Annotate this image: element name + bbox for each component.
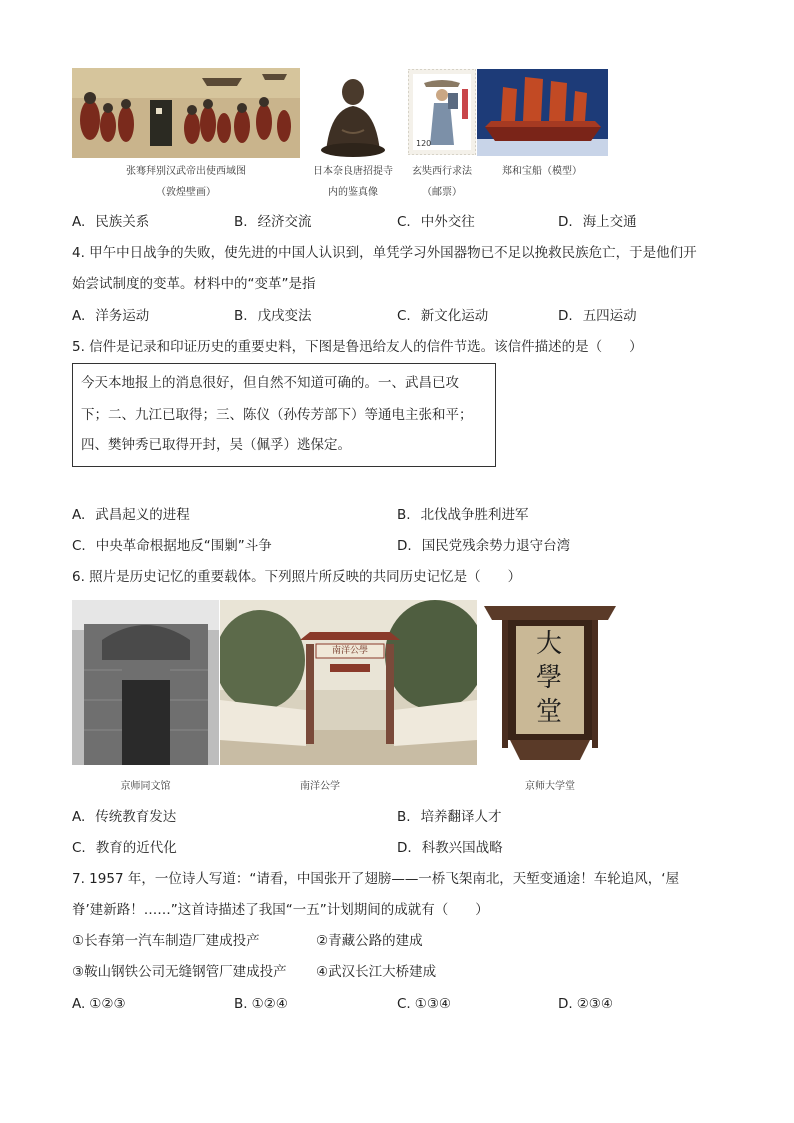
- q4-option-b: [234, 307, 312, 325]
- option-letter: A.: [72, 809, 86, 825]
- q4-option-d: [558, 307, 637, 325]
- q7-option-d: [558, 995, 613, 1013]
- jianzhen-statue-image: [312, 74, 394, 158]
- option-letter: D.: [558, 214, 573, 230]
- q3-caption-2-line2: 内的鉴真像: [328, 187, 378, 198]
- q3-option-a: [72, 213, 149, 231]
- q3-caption-1-line1: 张骞拜别汉武帝出使西域图: [126, 166, 246, 177]
- letter-line-2: 下；二、九江已取得；三、陈仪（孙传芳部下）等通电主张和平；: [81, 407, 473, 423]
- option-text: ①③④: [414, 996, 452, 1012]
- q5-option-b: [397, 506, 529, 524]
- option-letter: C.: [72, 538, 86, 554]
- option-letter: C.: [397, 308, 411, 324]
- jingshi-daxuetang-plaque-photo: [480, 600, 620, 768]
- option-letter: D.: [397, 840, 412, 856]
- option-letter: B.: [234, 996, 248, 1012]
- q7-option-a: [72, 995, 126, 1013]
- q4-option-c: [397, 307, 488, 325]
- q3-caption-1-line2: （敦煌壁画）: [156, 187, 216, 198]
- plaque-char-2: 學: [536, 663, 563, 693]
- q3-caption-2-line1: 日本奈良唐招提寺: [313, 166, 393, 177]
- option-text: 中外交往: [420, 214, 475, 230]
- q5-option-a: [72, 506, 190, 524]
- option-text: 五四运动: [582, 308, 637, 324]
- letter-line-3: 四、樊钟秀已取得开封，吴（佩孚）逃保定。: [81, 437, 351, 453]
- tongwenguan-photo: [72, 600, 219, 765]
- q4-stem-line2: 始尝试制度的变革。材料中的“变革”是指: [72, 276, 316, 292]
- option-text: 新文化运动: [420, 308, 489, 324]
- q6-caption-1: 京师同文馆: [120, 781, 171, 792]
- option-letter: C.: [72, 840, 86, 856]
- option-text: ①②④: [251, 996, 288, 1012]
- dunhuang-mural-image: [72, 68, 300, 158]
- option-text: 传统教育发达: [95, 809, 177, 825]
- q6-caption-2: 南洋公学: [300, 781, 340, 792]
- q5-option-d: [397, 537, 570, 555]
- q6-option-d: [397, 839, 503, 857]
- q6-stem: 6. 照片是历史记忆的重要载体。下列照片所反映的共同历史记忆是（ ）: [72, 569, 522, 585]
- q4-option-a: [72, 307, 149, 325]
- q7-item-1: ①长春第一汽车制造厂建成投产: [72, 933, 260, 949]
- gate-sign-text: 南洋公學: [331, 646, 368, 656]
- nanyang-gongxue-photo: [220, 600, 477, 765]
- q7-stem-line2: 脊’建新路！……”这首诗描述了我国“一五”计划期间的成就有（ ）: [72, 902, 489, 918]
- zhenghe-ship-model-image: [477, 69, 608, 156]
- q3-caption-4-line1: 郑和宝船（模型）: [502, 166, 582, 177]
- option-text: ②③④: [576, 996, 613, 1012]
- option-text: 教育的近代化: [95, 840, 177, 856]
- q5-option-c: [72, 537, 272, 555]
- q6-option-a: [72, 808, 176, 826]
- q7-stem-line1: 7. 1957 年，一位诗人写道：“请看，中国张开了翅膀——一桥飞架南北，天堑变通途！车轮追风，‘屋: [72, 871, 680, 887]
- option-letter: C.: [397, 996, 411, 1012]
- q5-letter-excerpt-box: [72, 363, 496, 467]
- option-letter: A.: [72, 214, 86, 230]
- option-text: 经济交流: [257, 214, 312, 230]
- option-letter: D.: [558, 308, 573, 324]
- option-letter: D.: [558, 996, 573, 1012]
- option-text: 中央革命根据地反“围剿”斗争: [95, 538, 272, 554]
- option-text: 北伐战争胜利进军: [420, 507, 529, 523]
- letter-line-1: 今天本地报上的消息很好，但自然不知道可确的。一、武昌已攻: [81, 375, 459, 391]
- q7-item-3: ③鞍山钢铁公司无缝钢管厂建成投产: [72, 964, 287, 980]
- q3-option-b: [234, 213, 312, 231]
- option-letter: D.: [397, 538, 412, 554]
- q4-stem-line1: 4. 甲午中日战争的失败，使先进的中国人认识到，单凭学习外国器物已不足以挽救民族危亡，于是他们开: [72, 245, 697, 261]
- option-text: 民族关系: [95, 214, 150, 230]
- option-text: 海上交通: [582, 214, 637, 230]
- q7-item-4: ④武汉长江大桥建成: [316, 964, 437, 980]
- option-text: 戊戌变法: [257, 308, 312, 324]
- plaque-char-1: 大: [536, 629, 563, 659]
- q6-option-c: [72, 839, 177, 857]
- q3-option-c: [397, 213, 475, 231]
- q6-option-b: [397, 808, 502, 826]
- option-letter: A.: [72, 308, 86, 324]
- option-letter: A.: [72, 507, 86, 523]
- option-text: 科教兴国战略: [421, 840, 503, 856]
- option-text: 培养翻译人才: [420, 809, 502, 825]
- option-letter: B.: [234, 308, 248, 324]
- q3-caption-3-line1: 玄奘西行求法: [412, 166, 472, 177]
- q7-option-b: [234, 995, 288, 1013]
- option-letter: B.: [397, 507, 411, 523]
- option-text: ①②③: [89, 996, 126, 1012]
- option-letter: B.: [234, 214, 248, 230]
- q3-caption-3-line2: （邮票）: [422, 187, 462, 198]
- option-text: 洋务运动: [95, 308, 150, 324]
- q7-item-2: ②青藏公路的建成: [316, 933, 423, 949]
- option-letter: A.: [72, 996, 86, 1012]
- plaque-char-3: 堂: [536, 697, 563, 727]
- option-letter: C.: [397, 214, 411, 230]
- option-text: 武昌起义的进程: [95, 507, 190, 523]
- q5-stem: 5. 信件是记录和印证历史的重要史料，下图是鲁迅给友人的信件节选。该信件描述的是（ ）: [72, 339, 643, 355]
- xuanzang-stamp-image: [408, 69, 476, 155]
- q6-caption-3: 京师大学堂: [525, 781, 575, 792]
- q7-option-c: [397, 995, 451, 1013]
- stamp-value: 120: [416, 139, 432, 148]
- option-text: 国民党残余势力退守台湾: [421, 538, 571, 554]
- option-letter: B.: [397, 809, 411, 825]
- q3-option-d: [558, 213, 637, 231]
